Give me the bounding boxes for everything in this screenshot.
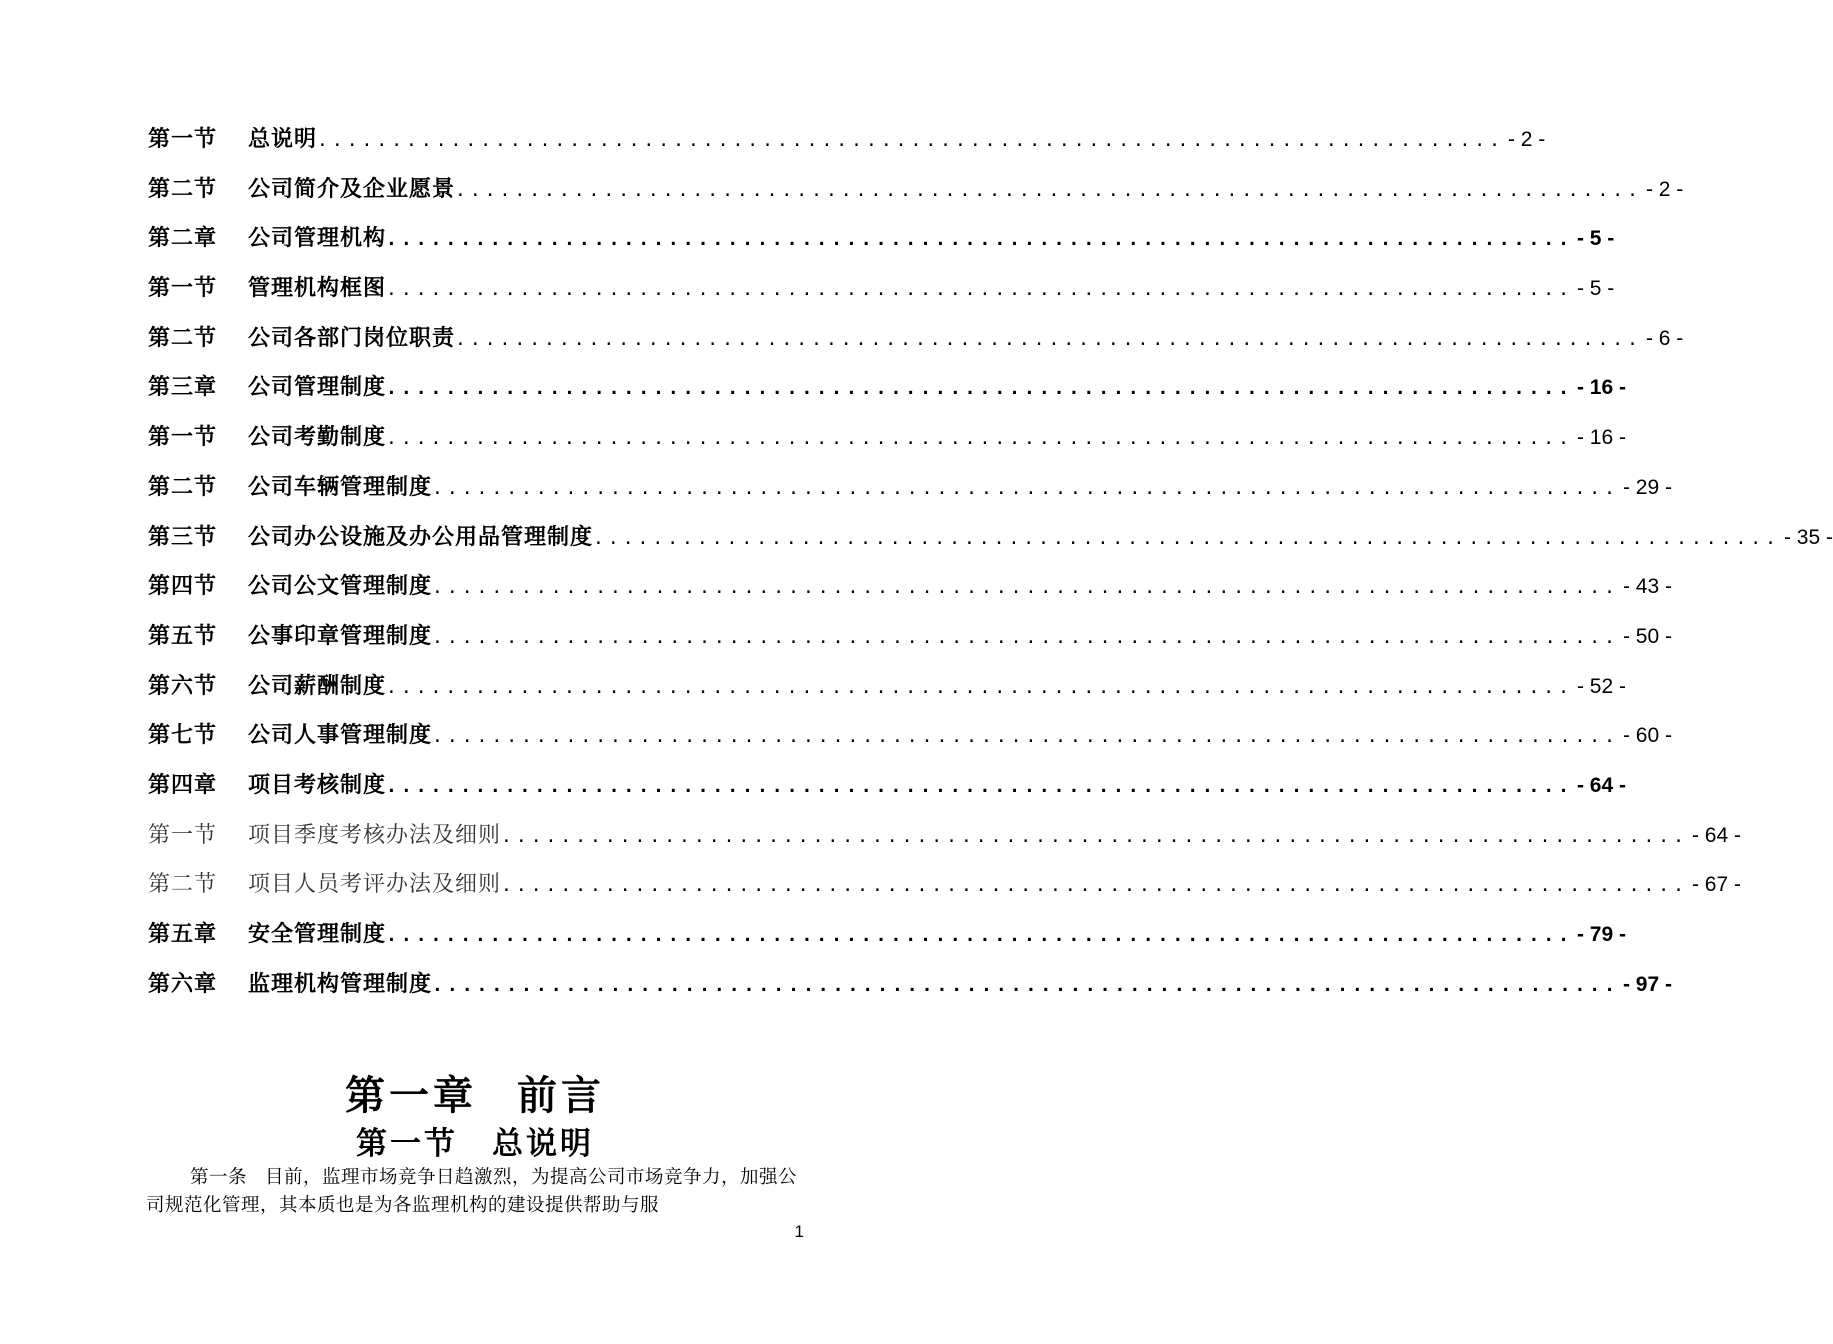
toc-leader-dots: ................................................................................: [593, 527, 1780, 549]
toc-entry[interactable]: [148, 967, 1672, 1017]
toc-entry-page: - 2 -: [1507, 128, 1546, 151]
toc-leader-dots: ................................................................................: [317, 130, 1504, 151]
toc-entry[interactable]: [148, 718, 1672, 768]
toc-entry-page: - 35 -: [1783, 525, 1833, 549]
paragraph-text: 目前，监理市场竞争日趋激烈，为提高公司市场竞争力，加强公司规范化管理，其本质也是为各监理机构的建设提供帮助与服: [146, 1167, 798, 1216]
toc-leader-dots: ................................................................................: [386, 676, 1573, 698]
article-label: 第一条: [190, 1167, 248, 1188]
toc-entry-number: 第一节: [148, 275, 218, 302]
toc-entry-number: 第二章: [148, 225, 218, 252]
toc-leader-dots: ................................................................................: [432, 974, 1619, 996]
toc-leader-dots: ................................................................................: [455, 328, 1642, 350]
toc-entry-page: - 97 -: [1622, 972, 1672, 996]
toc-entry-page: - 64 -: [1576, 773, 1626, 797]
toc-entry-page: - 5 -: [1576, 227, 1615, 251]
toc-entry[interactable]: [148, 271, 1615, 321]
toc-entry-title: 公司人事管理制度: [248, 722, 433, 749]
toc-entry-title: 项目人员考评办法及细则: [248, 872, 502, 898]
toc-entry[interactable]: [148, 818, 1741, 868]
toc-entry-title: 公司管理机构: [248, 225, 387, 252]
toc-leader-dots: ................................................................................: [386, 775, 1573, 797]
toc-entry-number: 第二节: [148, 473, 218, 500]
toc-entry-number: 第四节: [148, 573, 218, 600]
toc-entry-title: 公司各部门岗位职责: [248, 324, 456, 351]
toc-entry-page: - 5 -: [1576, 277, 1615, 301]
toc-entry[interactable]: [148, 172, 1684, 222]
toc-entry-title: 监理机构管理制度: [248, 970, 433, 997]
toc-entry-page: - 2 -: [1645, 177, 1684, 201]
toc-leader-dots: ................................................................................: [432, 577, 1619, 599]
page-number: 1: [794, 1222, 804, 1241]
toc-entry-title: 管理机构框图: [248, 275, 387, 302]
toc-entry-number: 第一节: [148, 822, 218, 848]
toc-entry-number: 第五章: [148, 921, 218, 947]
toc-entry-number: 第二节: [148, 324, 218, 351]
toc-entry-number: 第三节: [148, 523, 218, 550]
toc-leader-dots: ................................................................................: [386, 279, 1573, 301]
toc-entry-title: 公司考勤制度: [248, 424, 387, 451]
toc-leader-dots: ................................................................................: [386, 229, 1573, 251]
toc-entry-number: 第六节: [148, 672, 218, 699]
chapter-number: 第一章: [345, 1072, 477, 1119]
toc-entry-title: 公司薪酬制度: [248, 672, 387, 699]
toc-entry[interactable]: [148, 867, 1741, 917]
toc-entry-title: 项目季度考核办法及细则: [248, 822, 502, 848]
toc-entry-page: - 43 -: [1622, 575, 1672, 599]
toc-entry-title: 项目考核制度: [248, 771, 387, 798]
toc-leader-dots: ................................................................................: [386, 925, 1573, 946]
toc-entry-number: 第二节: [148, 175, 218, 202]
toc-entry[interactable]: [148, 122, 1546, 172]
toc-entry-page: - 29 -: [1622, 475, 1672, 499]
toc-entry-number: 第六章: [148, 970, 218, 997]
toc-entry-page: - 79 -: [1576, 923, 1626, 946]
toc-entry[interactable]: [148, 569, 1672, 619]
toc-entry-page: - 60 -: [1622, 724, 1672, 748]
toc-entry-title: 公司管理制度: [248, 374, 387, 401]
toc-entry[interactable]: [148, 669, 1626, 719]
toc-leader-dots: ................................................................................: [455, 179, 1642, 201]
toc-entry[interactable]: [148, 420, 1626, 470]
toc-entry-title: 公司公文管理制度: [248, 573, 433, 600]
toc-entry-page: - 6 -: [1645, 326, 1684, 350]
toc-entry-number: 第三章: [148, 374, 218, 401]
toc-entry-page: - 16 -: [1576, 426, 1626, 450]
section-title: 总说明: [492, 1126, 594, 1162]
body-paragraph: [146, 1164, 810, 1220]
toc-entry-title: 公司车辆管理制度: [248, 473, 433, 500]
toc-entry-title: 公事印章管理制度: [248, 622, 433, 649]
toc-entry-number: 第二节: [148, 872, 218, 898]
toc-entry-title: 公司简介及企业愿景: [248, 175, 456, 202]
toc-leader-dots: ................................................................................: [501, 875, 1688, 897]
toc-entry-number: 第四章: [148, 771, 218, 798]
toc-entry-number: 第五节: [148, 622, 218, 649]
toc-entry[interactable]: [148, 321, 1684, 371]
chapter-title: 前言: [517, 1072, 605, 1119]
toc-entry-page: - 16 -: [1576, 376, 1626, 400]
toc-leader-dots: ................................................................................: [501, 825, 1688, 847]
toc-entry[interactable]: [148, 520, 1833, 570]
toc-leader-dots: ................................................................................: [386, 378, 1573, 400]
toc-entry-number: 第一节: [148, 424, 218, 451]
toc-entry[interactable]: [148, 619, 1672, 669]
toc-leader-dots: ................................................................................: [432, 626, 1619, 648]
toc-entry-page: - 50 -: [1622, 624, 1672, 648]
toc-entry[interactable]: [148, 917, 1626, 967]
toc-entry-title: 总说明: [248, 126, 318, 152]
section-heading: [0, 1118, 950, 1163]
toc-entry-page: - 52 -: [1576, 674, 1626, 698]
toc-entry[interactable]: [148, 470, 1672, 520]
toc-entry-title: 安全管理制度: [248, 921, 387, 947]
toc-entry-page: - 64 -: [1691, 823, 1741, 847]
section-number: 第一节: [356, 1126, 458, 1162]
toc-entry-page: - 67 -: [1691, 873, 1741, 897]
toc-leader-dots: ................................................................................: [432, 726, 1619, 748]
table-of-contents: [148, 122, 1833, 1016]
toc-leader-dots: ................................................................................: [386, 428, 1573, 450]
chapter-heading: [0, 1064, 950, 1121]
toc-entry[interactable]: [148, 370, 1626, 420]
toc-entry[interactable]: [148, 221, 1615, 271]
toc-entry-number: 第一节: [148, 126, 218, 152]
toc-entry-title: 公司办公设施及办公用品管理制度: [248, 523, 594, 550]
toc-leader-dots: ................................................................................: [432, 477, 1619, 499]
toc-entry-number: 第七节: [148, 722, 218, 749]
toc-entry[interactable]: [148, 768, 1626, 818]
